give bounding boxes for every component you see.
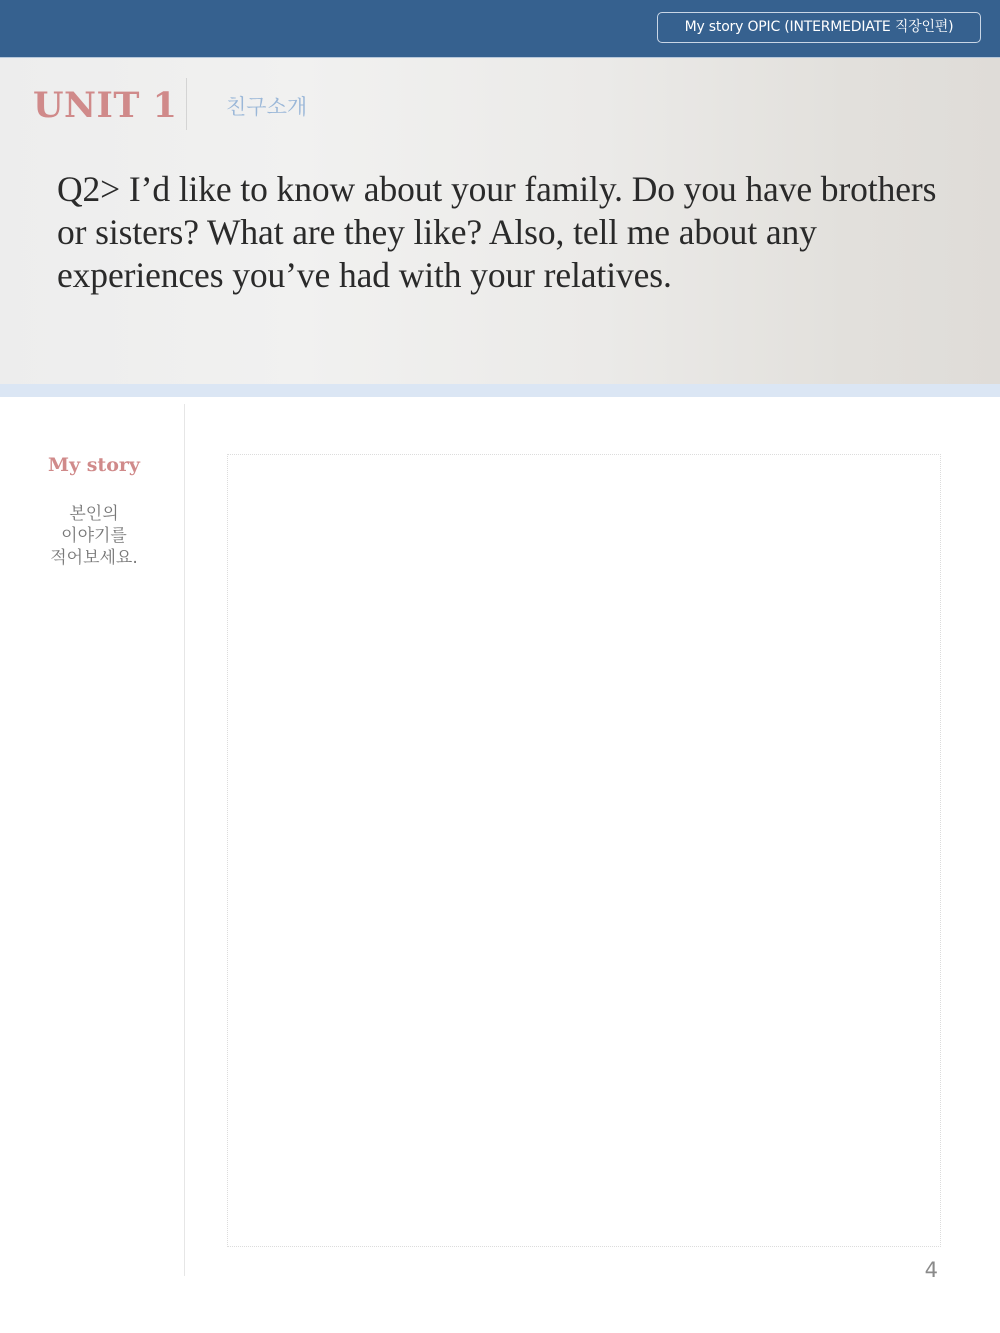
question-text: Q2> I’d like to know about your family. Do you have brothers or sisters? What are they like? Also, tell me about any experiences you’ve had with your relatives.	[57, 169, 937, 295]
instruction-line: 본인의	[69, 504, 119, 524]
unit-topic: 친구소개	[226, 95, 308, 119]
unit-divider	[186, 78, 187, 130]
top-bar	[0, 0, 1000, 57]
page-number: 4	[924, 1258, 938, 1282]
book-title-badge: My story OPIC (INTERMEDIATE 직장인편)	[657, 12, 981, 43]
instruction-line: 이야기를	[61, 526, 127, 546]
sidebar-title: My story	[48, 454, 140, 476]
instruction-line: 적어보세요.	[50, 548, 138, 568]
story-writing-area[interactable]	[227, 454, 941, 1247]
sidebar-instruction	[0, 503, 188, 569]
unit-title: UNIT 1	[33, 85, 178, 126]
header-accent-strip	[0, 384, 1000, 397]
